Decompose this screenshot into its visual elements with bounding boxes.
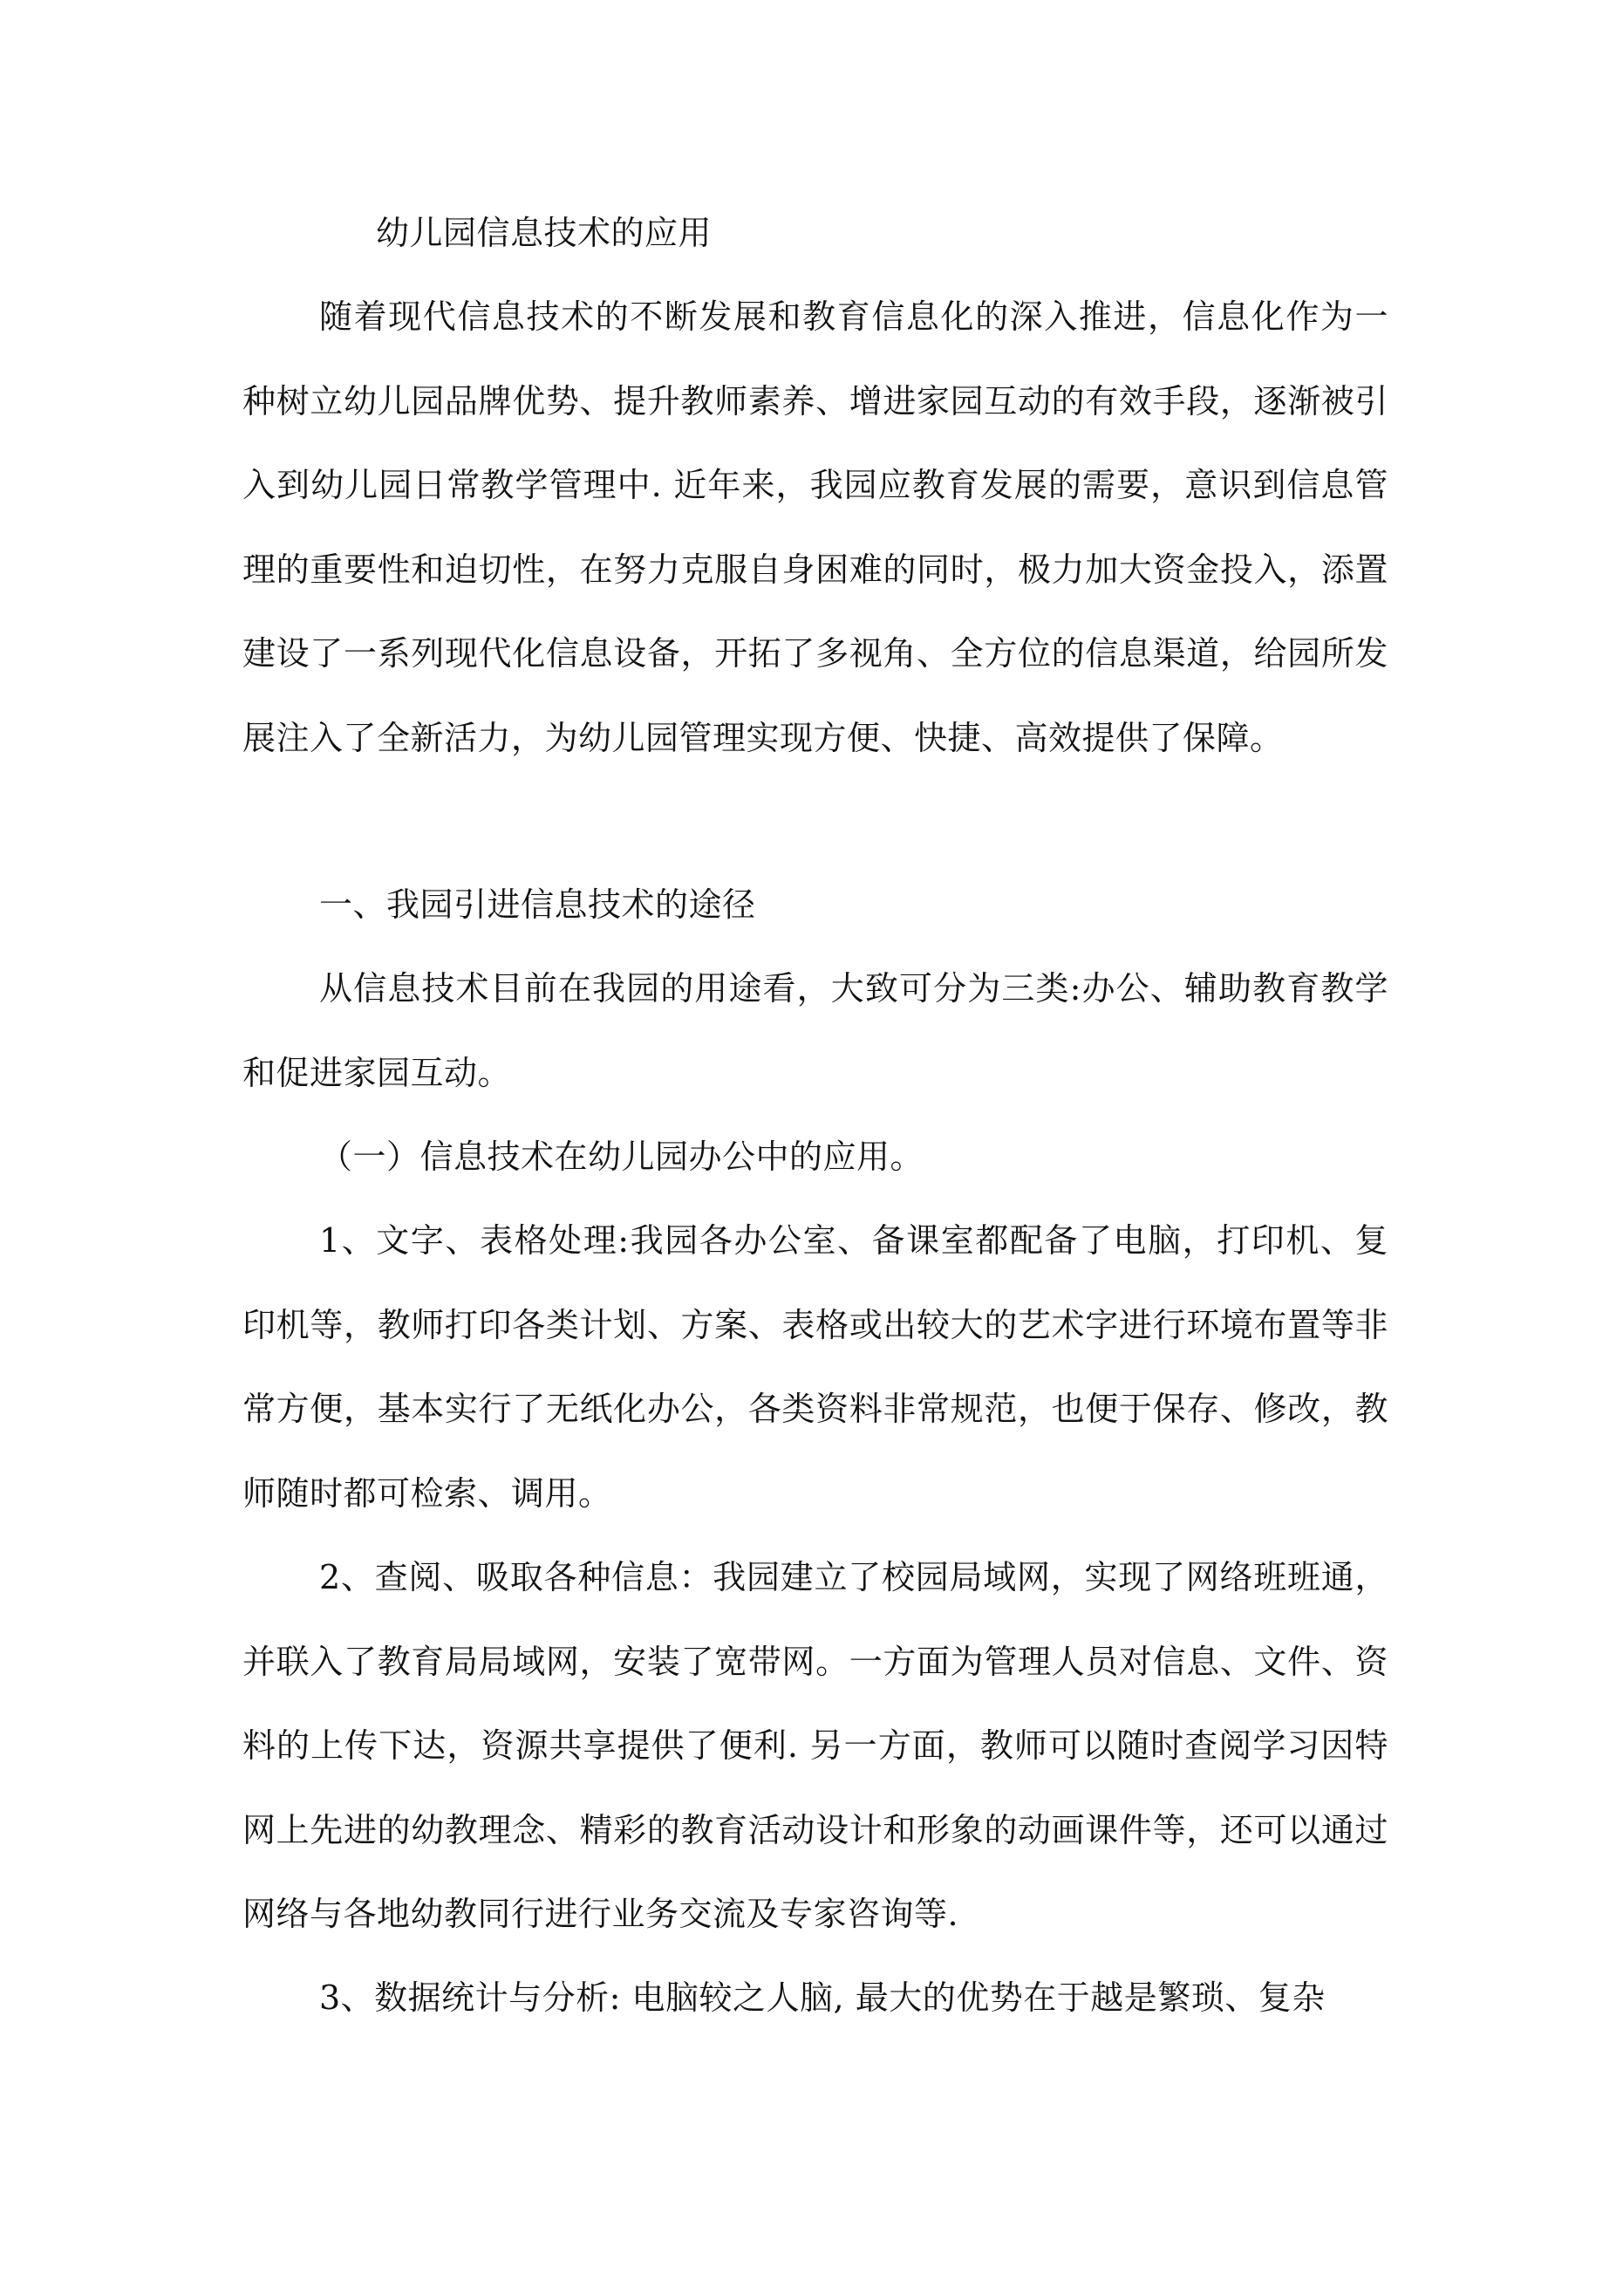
section-paragraph-1: 从信息技术目前在我园的用途看，大致可分为三类:办公、辅助教育教学和促进家园互动。	[242, 969, 1388, 1092]
list-item-2: 2、查阅、吸取各种信息：我园建立了校园局域网，实现了网络班班通，并联入了教育局局域网，安装了宽带网。一方面为管理人员对信息、文件、资料的上传下达，资源共享提供了便利. 另一方面，教师可以随时查阅学习因特网上先进的幼教理念、精彩的教育活动设计和形象的动画课件等，还可以通过网络与各地幼教同行进行业务交流及专家咨询等.	[242, 1558, 1388, 1933]
subsection-heading-1: （一）信息技术在幼儿园办公中的应用。	[319, 1138, 924, 1176]
list-item-3: 3、数据统计与分析: 电脑较之人脑, 最大的优势在于越是繁琐、复杂	[319, 1978, 1326, 2017]
list-item-1: 1、文字、表格处理:我园各办公室、备课室都配备了电脑，打印机、复印机等，教师打印各类计划、方案、表格或出较大的艺术字进行环境布置等非常方便，基本实行了无纸化办公，各类资料非常规范，也便于保存、修改，教师随时都可检索、调用。	[242, 1221, 1388, 1513]
section-heading-1: 一、我园引进信息技术的途径	[319, 885, 756, 924]
intro-paragraph: 随着现代信息技术的不断发展和教育信息化的深入推进，信息化作为一种树立幼儿园品牌优势、提升教师素养、增进家园互动的有效手段，逐渐被引入到幼儿园日常教学管理中. 近年来，我园应教育发展的需要，意识到信息管理的重要性和迫切性，在努力克服自身困难的同时，极力加大资金投入，添置建设了一系列现代化信息设备，开拓了多视角、全方位的信息渠道，给园所发展注入了全新活力，为幼儿园管理实现方便、快捷、高效提供了保障。	[242, 297, 1388, 757]
document-title: 幼儿园信息技术的应用	[376, 214, 713, 252]
